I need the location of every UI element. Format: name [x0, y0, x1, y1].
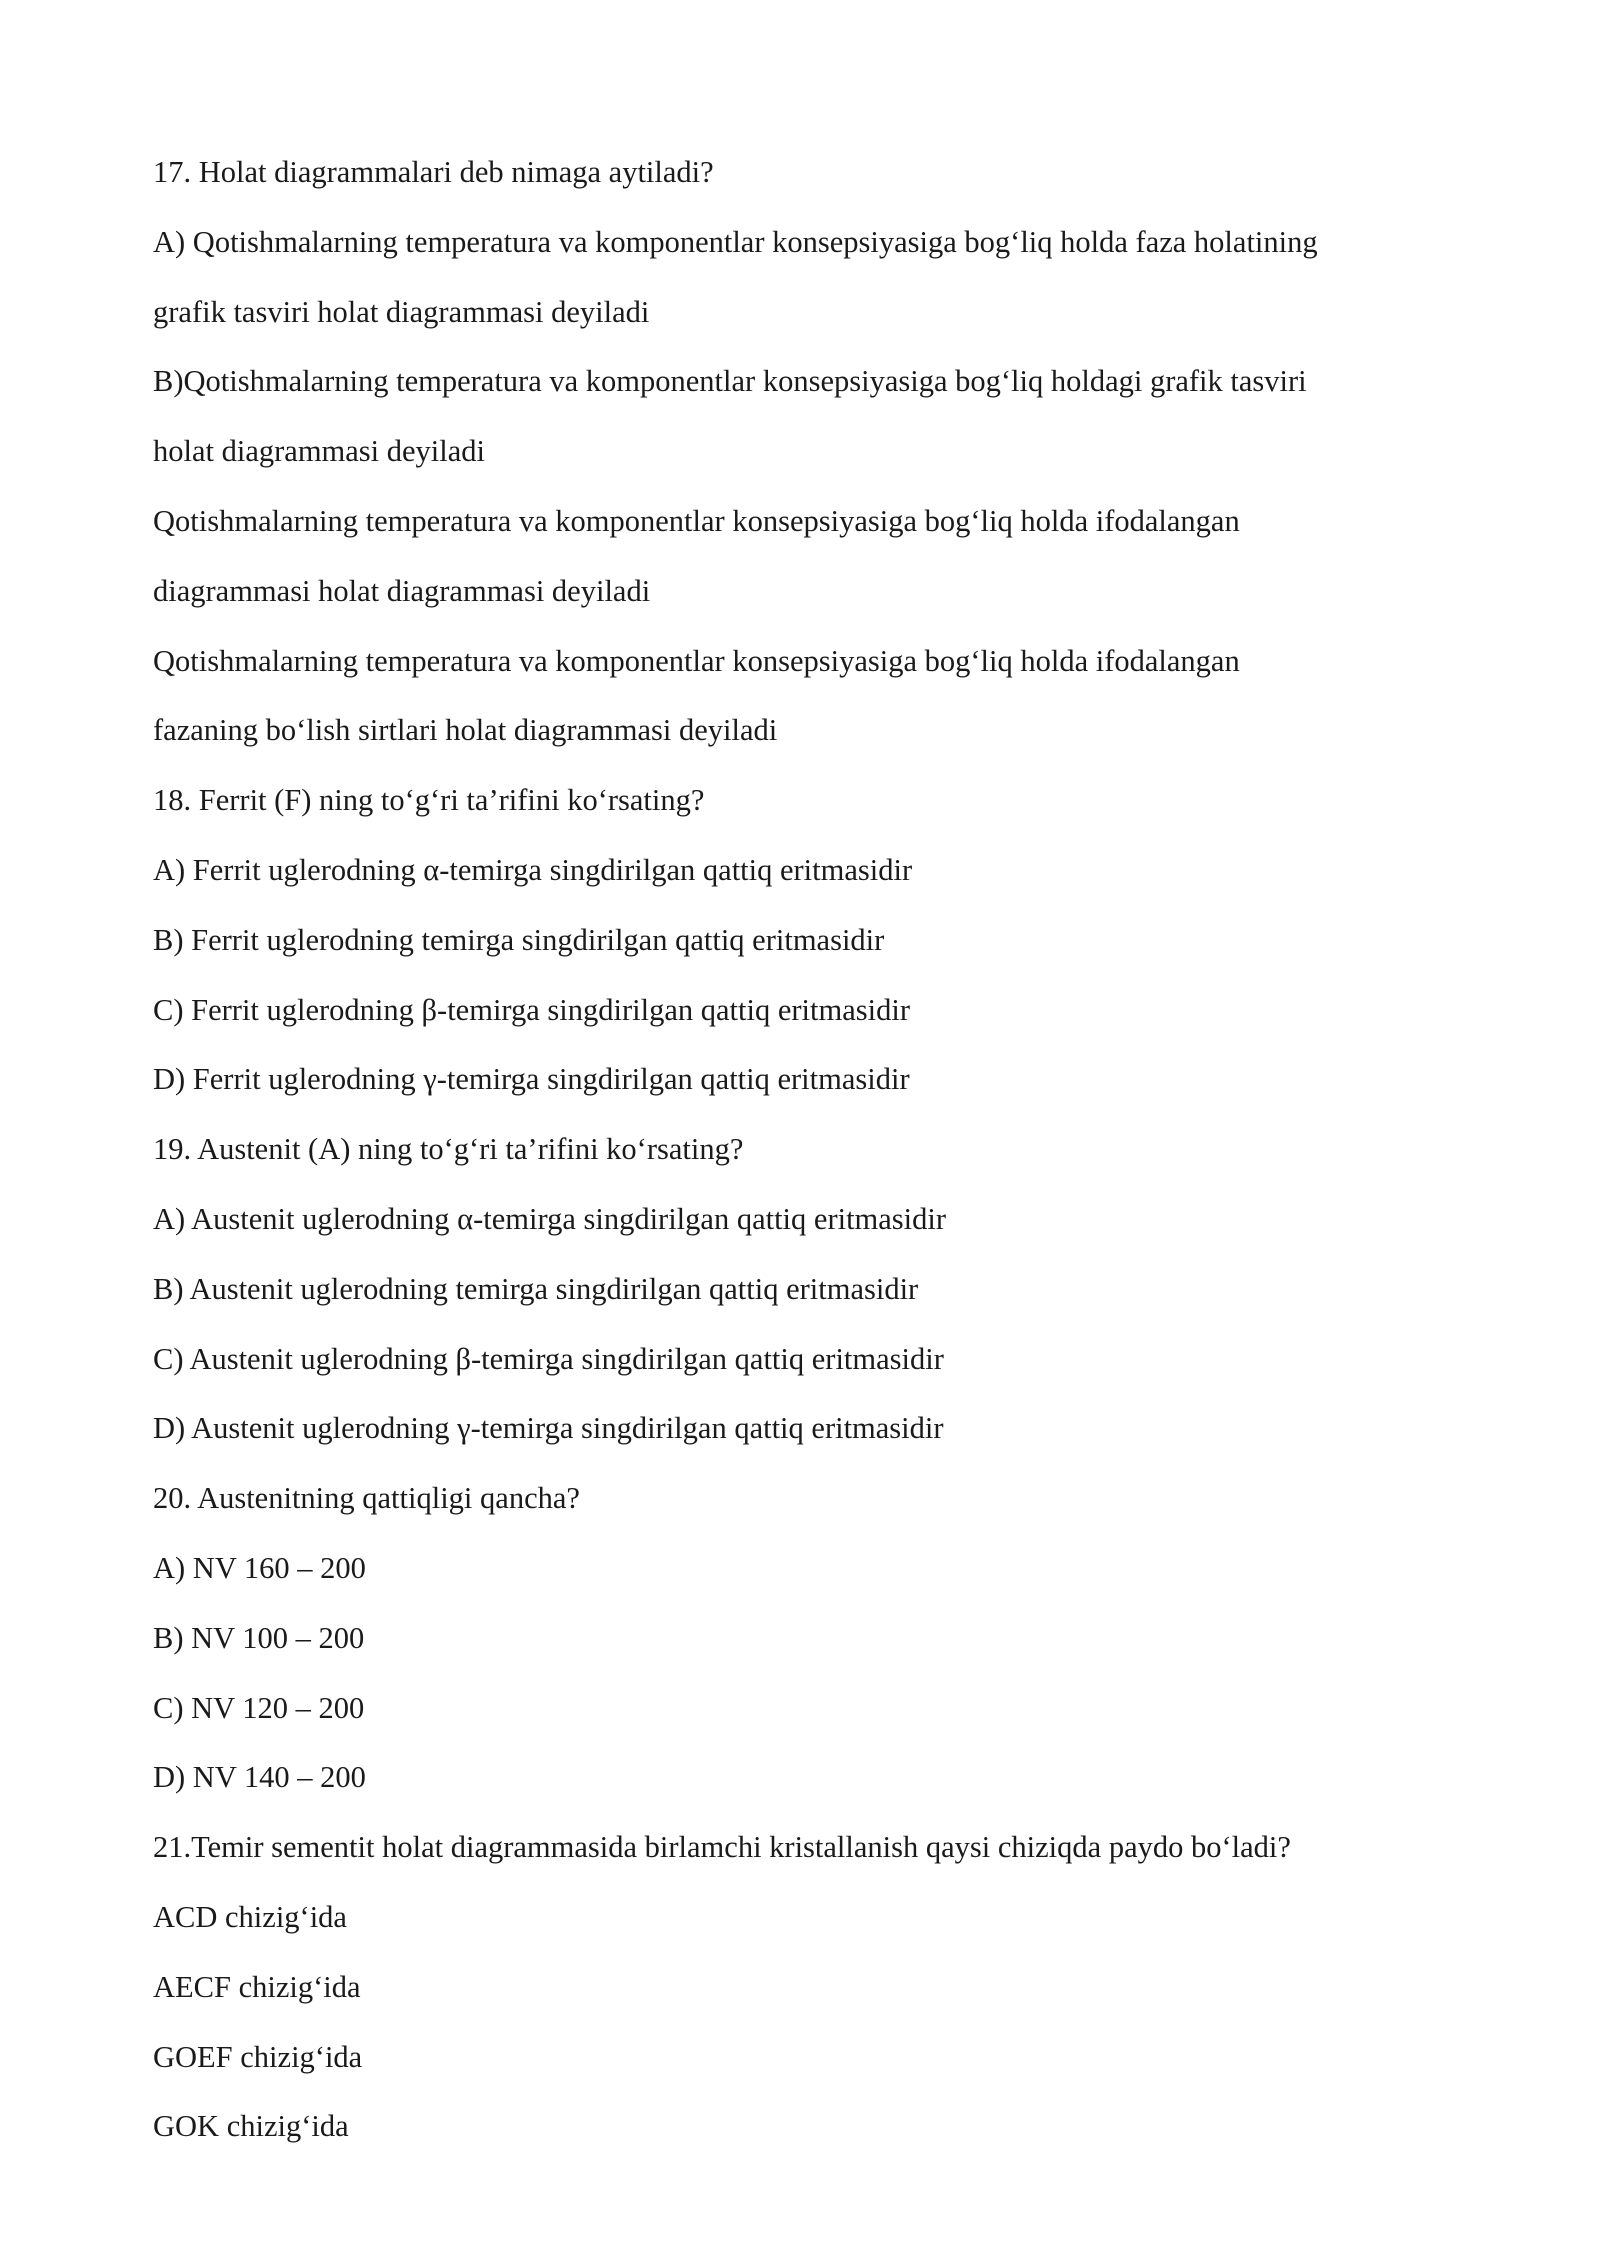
- question-18-option-c: C) Ferrit uglerodning β-temirga singdirilgan qattiq eritmasidir: [153, 992, 910, 1027]
- question-17-option-a-line-1: A) Qotishmalarning temperatura va komponentlar konsepsiyasiga bog‘liq holda faza holatining: [153, 224, 1318, 259]
- question-17-option-d-line-2: fazaning bo‘lish sirtlari holat diagrammasi deyiladi: [153, 713, 778, 748]
- document-body: [153, 147, 1453, 2171]
- question-18-option-b: B) Ferrit uglerodning temirga singdirilgan qattiq eritmasidir: [153, 922, 885, 957]
- question-17-option-c-line-2: diagrammasi holat diagrammasi deyiladi: [153, 573, 651, 608]
- question-21-text: 21.Temir sementit holat diagrammasida birlamchi kristallanish qaysi chiziqda paydo bo‘ladi?: [153, 1830, 1291, 1865]
- question-21-option-c: GOEF chizig‘ida: [153, 2039, 363, 2074]
- question-17-option-a-line-2: grafik tasviri holat diagrammasi deyiladi: [153, 294, 650, 329]
- question-18-text: 18. Ferrit (F) ning to‘g‘ri ta’rifini ko‘rsating?: [153, 783, 705, 818]
- question-19-text: 19. Austenit (A) ning to‘g‘ri ta’rifini ko‘rsating?: [153, 1132, 744, 1167]
- question-21-option-d: GOK chizig‘ida: [153, 2109, 349, 2144]
- question-17-text: 17. Holat diagrammalari deb nimaga aytiladi?: [153, 155, 714, 189]
- question-20-option-c: C) NV 120 – 200: [153, 1690, 365, 1725]
- question-21-option-b: AECF chizig‘ida: [153, 1969, 361, 2004]
- question-18-option-d: D) Ferrit uglerodning γ-temirga singdirilgan qattiq eritmasidir: [153, 1062, 910, 1097]
- question-19-option-b: B) Austenit uglerodning temirga singdirilgan qattiq eritmasidir: [153, 1271, 919, 1306]
- question-17-option-d-line-1: Qotishmalarning temperatura va komponentlar konsepsiyasiga bog‘liq holda ifodalangan: [153, 643, 1240, 678]
- question-19-option-c: C) Austenit uglerodning β-temirga singdirilgan qattiq eritmasidir: [153, 1341, 944, 1376]
- question-19-option-d: D) Austenit uglerodning γ-temirga singdirilgan qattiq eritmasidir: [153, 1411, 944, 1446]
- question-18-option-a: A) Ferrit uglerodning α-temirga singdirilgan qattiq eritmasidir: [153, 852, 913, 887]
- question-17-option-c-line-1: Qotishmalarning temperatura va komponentlar konsepsiyasiga bog‘liq holda ifodalangan: [153, 503, 1240, 538]
- question-21-option-a: ACD chizig‘ida: [153, 1899, 347, 1934]
- question-17-option-b-line-2: holat diagrammasi deyiladi: [153, 434, 486, 469]
- question-20-option-d: D) NV 140 – 200: [153, 1760, 366, 1795]
- question-20-option-b: B) NV 100 – 200: [153, 1620, 365, 1655]
- question-17-option-b-line-1: B)Qotishmalarning temperatura va komponentlar konsepsiyasiga bog‘liq holdagi grafik tasviri: [153, 364, 1307, 399]
- question-20-option-a: A) NV 160 – 200: [153, 1550, 366, 1585]
- question-20-text: 20. Austenitning qattiqligi qancha?: [153, 1481, 580, 1516]
- question-19-option-a: A) Austenit uglerodning α-temirga singdirilgan qattiq eritmasidir: [153, 1201, 947, 1236]
